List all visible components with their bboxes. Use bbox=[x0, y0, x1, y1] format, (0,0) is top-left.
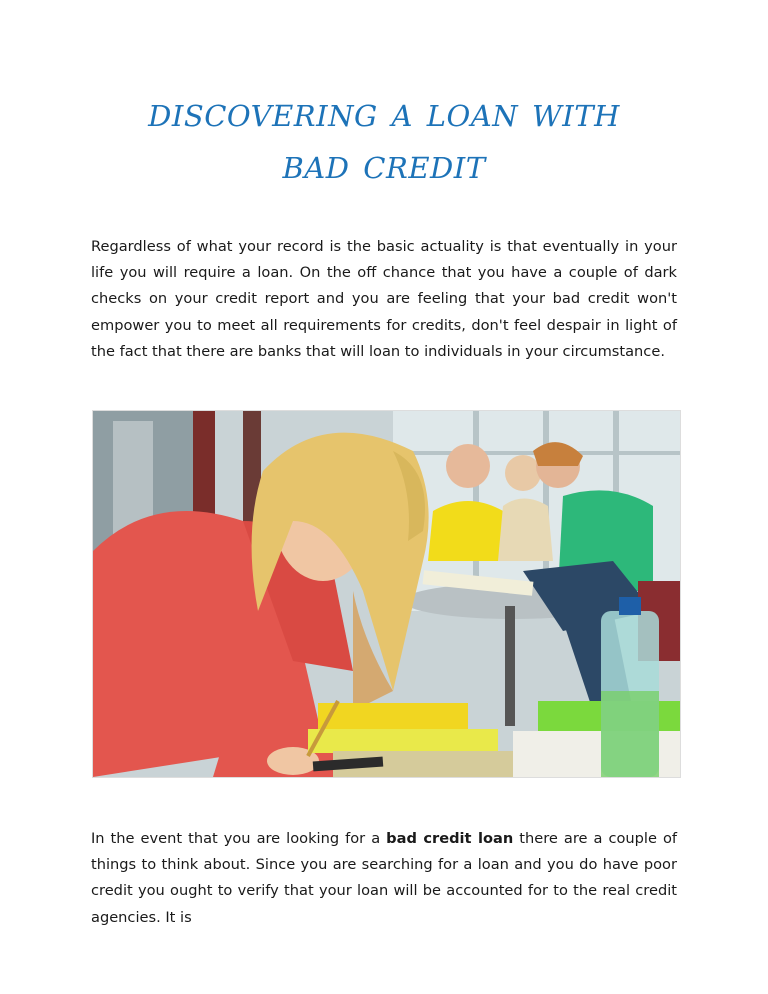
paragraph-text-start: In the event that you are looking for a bbox=[91, 830, 387, 847]
title-line-1: discovering a loan with bbox=[148, 87, 620, 136]
stressed-student-photo bbox=[92, 410, 681, 778]
intro-paragraph: Regardless of what your record is the basic actuality is that eventually in your life you will require a loan. On the off chance that you have a couple of dark checks on your credit report and you are feeling that your bad credit won't empower you to meet all requirements for credits, don't feel despair in light of the fact that there are banks that will loan to individuals in your circumstance. bbox=[91, 238, 677, 360]
bad-credit-loan-keyword: bad credit loan bbox=[386, 830, 514, 847]
page-title bbox=[80, 86, 688, 190]
bad-credit-paragraph bbox=[91, 826, 677, 931]
title-line-2: bad credit bbox=[282, 139, 486, 188]
paragraph-text-end: there are a couple of things to think about. Since you are searching for a loan and you do have poor credit you ought to verify that your loan will be accounted for to the real credit agencies. It is bbox=[91, 830, 678, 926]
